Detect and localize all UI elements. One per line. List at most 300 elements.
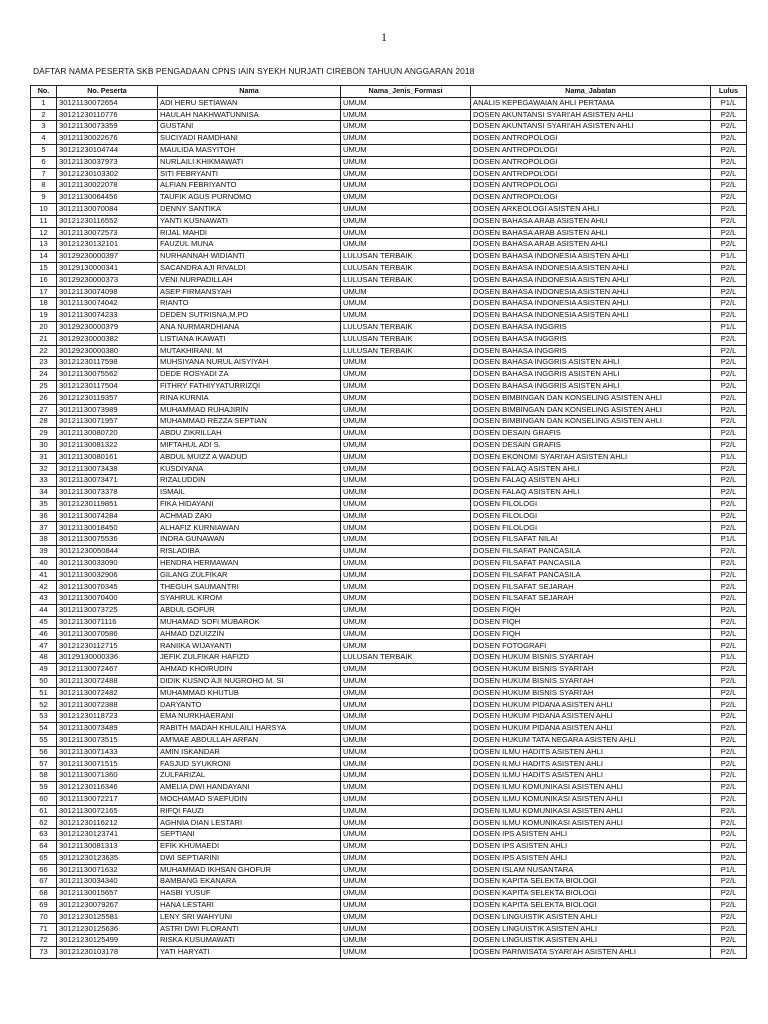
cell-jenis-formasi: LULUSAN TERBAIK — [341, 345, 471, 357]
cell-jabatan: DOSEN ANTROPOLOGI — [471, 180, 711, 192]
cell-lulus: P2/L — [711, 569, 747, 581]
cell-nama: RIFQI FAUZI — [158, 805, 341, 817]
cell-lulus: P2/L — [711, 546, 747, 558]
cell-lulus: P2/L — [711, 180, 747, 192]
cell-no-peserta: 30121230112715 — [57, 640, 158, 652]
cell-no-peserta: 30129230000373 — [57, 274, 158, 286]
cell-no-peserta: 30121130037973 — [57, 156, 158, 168]
table-row — [31, 841, 747, 853]
cell-nama: ISMAIL — [158, 487, 341, 499]
cell-no: 17 — [31, 286, 57, 298]
cell-nama: MIFTAHUL ADI S. — [158, 439, 341, 451]
table-row — [31, 286, 747, 298]
cell-nama: NURHANNAH WIDIANTI — [158, 251, 341, 263]
cell-jenis-formasi: UMUM — [341, 640, 471, 652]
cell-no-peserta: 30121130074284 — [57, 510, 158, 522]
cell-jenis-formasi: UMUM — [341, 203, 471, 215]
cell-nama: FAUZUL MUNA — [158, 239, 341, 251]
cell-no: 36 — [31, 510, 57, 522]
cell-lulus: P2/L — [711, 369, 747, 381]
cell-jenis-formasi: UMUM — [341, 557, 471, 569]
cell-lulus: P2/L — [711, 357, 747, 369]
table-row — [31, 439, 747, 451]
cell-jabatan: DOSEN KAPITA SELEKTA BIOLOGI — [471, 888, 711, 900]
cell-no-peserta: 30121230079267 — [57, 899, 158, 911]
table-row — [31, 121, 747, 133]
cell-lulus: P1/L — [711, 251, 747, 263]
cell-no-peserta: 30121130080720 — [57, 428, 158, 440]
cell-jenis-formasi: UMUM — [341, 439, 471, 451]
cell-jenis-formasi: UMUM — [341, 793, 471, 805]
cell-jabatan: DOSEN IPS ASISTEN AHLI — [471, 852, 711, 864]
cell-no: 47 — [31, 640, 57, 652]
cell-no-peserta: 30121130074042 — [57, 298, 158, 310]
cell-no-peserta: 30121130073725 — [57, 605, 158, 617]
cell-jabatan: DOSEN FILSAFAT PANCASILA — [471, 569, 711, 581]
cell-jabatan: DOSEN AKUNTANSI SYARI'AH ASISTEN AHLI — [471, 109, 711, 121]
cell-jabatan: DOSEN BAHASA INDONESIA ASISTEN AHLI — [471, 274, 711, 286]
cell-lulus: P2/L — [711, 156, 747, 168]
table-row — [31, 782, 747, 794]
cell-no: 24 — [31, 369, 57, 381]
cell-no: 58 — [31, 770, 57, 782]
table-row — [31, 227, 747, 239]
cell-nama: HAULAH NAKHWATUNNISA — [158, 109, 341, 121]
cell-nama: AHMAD KHOIRUDIN — [158, 664, 341, 676]
cell-no: 49 — [31, 664, 57, 676]
cell-lulus: P2/L — [711, 911, 747, 923]
cell-jenis-formasi: UMUM — [341, 534, 471, 546]
table-row — [31, 392, 747, 404]
table-row — [31, 935, 747, 947]
table-row — [31, 923, 747, 935]
cell-nama: MUHAMMAD IKHSAN GHOFUR — [158, 864, 341, 876]
cell-jenis-formasi: UMUM — [341, 310, 471, 322]
cell-no-peserta: 30129230000379 — [57, 321, 158, 333]
table-row — [31, 817, 747, 829]
cell-lulus: P2/L — [711, 734, 747, 746]
cell-no: 33 — [31, 475, 57, 487]
cell-jabatan: DOSEN BAHASA ARAB ASISTEN AHLI — [471, 215, 711, 227]
cell-no: 67 — [31, 876, 57, 888]
cell-jabatan: DOSEN FILOLOGI — [471, 522, 711, 534]
cell-jenis-formasi: UMUM — [341, 380, 471, 392]
cell-jabatan: DOSEN ILMU KOMUNIKASI ASISTEN AHLI — [471, 805, 711, 817]
cell-nama: MUHAMMAD REZZA SEPTIAN — [158, 416, 341, 428]
cell-jabatan: DOSEN FOTOGRAFI — [471, 640, 711, 652]
cell-nama: TAUFIK AGUS PURNOMO — [158, 192, 341, 204]
document-title: DAFTAR NAMA PESERTA SKB PENGADAAN CPNS IAIN SYEKH NURJATI CIREBON TAHUUN ANGGARAN 2018 — [33, 66, 475, 76]
cell-lulus: P2/L — [711, 699, 747, 711]
cell-no-peserta: 30121230103178 — [57, 947, 158, 959]
cell-lulus: P2/L — [711, 498, 747, 510]
table-row — [31, 770, 747, 782]
cell-no: 8 — [31, 180, 57, 192]
cell-no-peserta: 30121130034340 — [57, 876, 158, 888]
cell-nama: VENI NURPADILLAH — [158, 274, 341, 286]
cell-jenis-formasi: UMUM — [341, 699, 471, 711]
table-row — [31, 97, 747, 109]
cell-lulus: P2/L — [711, 770, 747, 782]
cell-no: 19 — [31, 310, 57, 322]
cell-no: 50 — [31, 675, 57, 687]
cell-no: 53 — [31, 711, 57, 723]
cell-no-peserta: 30121130070400 — [57, 593, 158, 605]
cell-jenis-formasi: UMUM — [341, 121, 471, 133]
cell-lulus: P2/L — [711, 805, 747, 817]
cell-no: 16 — [31, 274, 57, 286]
cell-no-peserta: 30121130073489 — [57, 723, 158, 735]
cell-no-peserta: 30121130072217 — [57, 793, 158, 805]
cell-jabatan: DOSEN ANTROPOLOGI — [471, 192, 711, 204]
cell-jabatan: DOSEN PARIWISATA SYARI'AH ASISTEN AHLI — [471, 947, 711, 959]
cell-no: 55 — [31, 734, 57, 746]
cell-nama: ASEP FIRMANSYAH — [158, 286, 341, 298]
cell-nama: YANTI KUSNAWATI — [158, 215, 341, 227]
cell-jabatan: DOSEN BAHASA ARAB ASISTEN AHLI — [471, 239, 711, 251]
cell-jabatan: DOSEN FIQH — [471, 605, 711, 617]
cell-no: 1 — [31, 97, 57, 109]
cell-nama: DEDE ROSYADI ZA — [158, 369, 341, 381]
table-row — [31, 734, 747, 746]
cell-nama: FASJUD SYUKRONI — [158, 758, 341, 770]
cell-jabatan: DOSEN FILSAFAT PANCASILA — [471, 557, 711, 569]
cell-lulus: P2/L — [711, 522, 747, 534]
cell-no: 28 — [31, 416, 57, 428]
table-row — [31, 180, 747, 192]
cell-no: 12 — [31, 227, 57, 239]
cell-no: 31 — [31, 451, 57, 463]
cell-no-peserta: 30121130072488 — [57, 675, 158, 687]
cell-no: 5 — [31, 144, 57, 156]
cell-no-peserta: 30121130075562 — [57, 369, 158, 381]
cell-no: 46 — [31, 628, 57, 640]
cell-jenis-formasi: UMUM — [341, 581, 471, 593]
cell-jenis-formasi: UMUM — [341, 876, 471, 888]
cell-jenis-formasi: LULUSAN TERBAIK — [341, 251, 471, 263]
cell-nama: RIZALUDDIN — [158, 475, 341, 487]
cell-nama: SUCIYADI RAMDHANI — [158, 133, 341, 145]
cell-jabatan: DOSEN HUKUM PIDANA ASISTEN AHLI — [471, 699, 711, 711]
cell-jabatan: DOSEN EKONOMI SYARI'AH ASISTEN AHLI — [471, 451, 711, 463]
cell-nama: DWI SEPTIARINI — [158, 852, 341, 864]
cell-jenis-formasi: LULUSAN TERBAIK — [341, 262, 471, 274]
table-row — [31, 911, 747, 923]
cell-jabatan: DOSEN BIMBINGAN DAN KONSELING ASISTEN AHLI — [471, 392, 711, 404]
cell-no: 51 — [31, 687, 57, 699]
cell-jabatan: DOSEN BAHASA INGGRIS ASISTEN AHLI — [471, 357, 711, 369]
cell-nama: MAULIDA MASYITOH — [158, 144, 341, 156]
cell-no-peserta: 30121130070586 — [57, 628, 158, 640]
cell-nama: ABDUL GOFUR — [158, 605, 341, 617]
cell-no: 26 — [31, 392, 57, 404]
cell-nama: AMIN ISKANDAR — [158, 746, 341, 758]
cell-lulus: P2/L — [711, 593, 747, 605]
cell-jenis-formasi: UMUM — [341, 758, 471, 770]
cell-no: 9 — [31, 192, 57, 204]
cell-no: 56 — [31, 746, 57, 758]
cell-no-peserta: 30121130081322 — [57, 439, 158, 451]
cell-jenis-formasi: UMUM — [341, 451, 471, 463]
table-header-row — [31, 86, 747, 98]
cell-lulus: P2/L — [711, 758, 747, 770]
cell-no-peserta: 30121130072467 — [57, 664, 158, 676]
cell-jenis-formasi: UMUM — [341, 168, 471, 180]
cell-jabatan: DOSEN FIQH — [471, 628, 711, 640]
page-number: 1 — [381, 30, 387, 44]
cell-nama: SYAHRUL KIROM — [158, 593, 341, 605]
cell-lulus: P2/L — [711, 888, 747, 900]
table-row — [31, 333, 747, 345]
cell-lulus: P2/L — [711, 239, 747, 251]
cell-jabatan: ANALIS KEPEGAWAIAN AHLI PERTAMA — [471, 97, 711, 109]
table-row — [31, 605, 747, 617]
cell-no-peserta: 30121130071515 — [57, 758, 158, 770]
cell-no: 71 — [31, 923, 57, 935]
table-row — [31, 357, 747, 369]
cell-no: 39 — [31, 546, 57, 558]
table-row — [31, 215, 747, 227]
cell-jenis-formasi: UMUM — [341, 829, 471, 841]
cell-no: 11 — [31, 215, 57, 227]
cell-nama: AGHNIA DIAN LESTARI — [158, 817, 341, 829]
cell-jabatan: DOSEN LINGUISTIK ASISTEN AHLI — [471, 935, 711, 947]
cell-lulus: P2/L — [711, 923, 747, 935]
cell-nama: JEFIK ZULFIKAR HAFIZD — [158, 652, 341, 664]
table-row — [31, 203, 747, 215]
cell-jabatan: DOSEN BAHASA INGGRIS ASISTEN AHLI — [471, 380, 711, 392]
cell-jabatan: DOSEN ANTROPOLOGI — [471, 133, 711, 145]
cell-no-peserta: 30121130074233 — [57, 310, 158, 322]
cell-jenis-formasi: UMUM — [341, 428, 471, 440]
cell-no: 21 — [31, 333, 57, 345]
cell-lulus: P2/L — [711, 274, 747, 286]
cell-lulus: P2/L — [711, 723, 747, 735]
cell-no: 27 — [31, 404, 57, 416]
table-row — [31, 380, 747, 392]
cell-jabatan: DOSEN BAHASA INDONESIA ASISTEN AHLI — [471, 310, 711, 322]
cell-no: 52 — [31, 699, 57, 711]
cell-no-peserta: 30121130074098 — [57, 286, 158, 298]
cell-no-peserta: 30121230123635 — [57, 852, 158, 864]
cell-no-peserta: 30121230050844 — [57, 546, 158, 558]
cell-no-peserta: 30121130073378 — [57, 487, 158, 499]
cell-no-peserta: 30121230125581 — [57, 911, 158, 923]
cell-lulus: P2/L — [711, 935, 747, 947]
table-row — [31, 711, 747, 723]
cell-no: 25 — [31, 380, 57, 392]
cell-jenis-formasi: UMUM — [341, 144, 471, 156]
cell-nama: MUHAMAD SOFI MUBAROK — [158, 616, 341, 628]
cell-jabatan: DOSEN BAHASA ARAB ASISTEN AHLI — [471, 227, 711, 239]
table-row — [31, 463, 747, 475]
cell-no: 7 — [31, 168, 57, 180]
cell-no-peserta: 30129230000397 — [57, 251, 158, 263]
cell-jabatan: DOSEN HUKUM PIDANA ASISTEN AHLI — [471, 711, 711, 723]
cell-jenis-formasi: UMUM — [341, 156, 471, 168]
cell-nama: LENY SRI WAHYUNI — [158, 911, 341, 923]
cell-no: 18 — [31, 298, 57, 310]
cell-jenis-formasi: UMUM — [341, 392, 471, 404]
cell-nama: BAMBANG EKANARA — [158, 876, 341, 888]
cell-no: 32 — [31, 463, 57, 475]
cell-no-peserta: 30121130033090 — [57, 557, 158, 569]
cell-jenis-formasi: UMUM — [341, 97, 471, 109]
cell-jabatan: DOSEN FIQH — [471, 616, 711, 628]
cell-jabatan: DOSEN FILOLOGI — [471, 510, 711, 522]
table-row — [31, 888, 747, 900]
cell-no-peserta: 30129230000380 — [57, 345, 158, 357]
cell-lulus: P2/L — [711, 899, 747, 911]
cell-no: 43 — [31, 593, 57, 605]
table-row — [31, 510, 747, 522]
table-row — [31, 616, 747, 628]
table-row — [31, 369, 747, 381]
header-no: No. — [31, 86, 57, 98]
cell-nama: AHMAD DZUIZZIN — [158, 628, 341, 640]
cell-lulus: P2/L — [711, 428, 747, 440]
table-row — [31, 133, 747, 145]
cell-no: 6 — [31, 156, 57, 168]
cell-jenis-formasi: UMUM — [341, 935, 471, 947]
table-row — [31, 498, 747, 510]
cell-lulus: P2/L — [711, 852, 747, 864]
cell-no: 65 — [31, 852, 57, 864]
cell-no-peserta: 30121230117504 — [57, 380, 158, 392]
cell-lulus: P1/L — [711, 451, 747, 463]
cell-no: 15 — [31, 262, 57, 274]
cell-jabatan: DOSEN KAPITA SELEKTA BIOLOGI — [471, 876, 711, 888]
cell-no-peserta: 30121130073438 — [57, 463, 158, 475]
cell-jabatan: DOSEN LINGUISTIK ASISTEN AHLI — [471, 911, 711, 923]
cell-no: 57 — [31, 758, 57, 770]
cell-no-peserta: 30121130071632 — [57, 864, 158, 876]
cell-nama: RABITH MADAH KHULAILI HARSYA — [158, 723, 341, 735]
header-lulus: Lulus — [711, 86, 747, 98]
cell-no-peserta: 30129130000336 — [57, 652, 158, 664]
table-row — [31, 805, 747, 817]
cell-no-peserta: 30121130072654 — [57, 97, 158, 109]
table-row — [31, 251, 747, 263]
cell-no-peserta: 30121130073471 — [57, 475, 158, 487]
cell-nama: SITI FEBRYANTI — [158, 168, 341, 180]
cell-no-peserta: 30121230119851 — [57, 498, 158, 510]
cell-jenis-formasi: UMUM — [341, 109, 471, 121]
table-row — [31, 168, 747, 180]
cell-jabatan: DOSEN KAPITA SELEKTA BIOLOGI — [471, 899, 711, 911]
cell-no: 66 — [31, 864, 57, 876]
cell-no-peserta: 30121130022676 — [57, 133, 158, 145]
cell-lulus: P2/L — [711, 487, 747, 499]
cell-jabatan: DOSEN FALAQ ASISTEN AHLI — [471, 487, 711, 499]
cell-no-peserta: 30121130081313 — [57, 841, 158, 853]
table-row — [31, 793, 747, 805]
table-row — [31, 593, 747, 605]
cell-lulus: P2/L — [711, 333, 747, 345]
cell-lulus: P2/L — [711, 392, 747, 404]
cell-no-peserta: 30121130075536 — [57, 534, 158, 546]
cell-jenis-formasi: UMUM — [341, 782, 471, 794]
cell-no-peserta: 30121130071116 — [57, 616, 158, 628]
cell-no: 60 — [31, 793, 57, 805]
cell-lulus: P1/L — [711, 97, 747, 109]
table-row — [31, 239, 747, 251]
table-row — [31, 829, 747, 841]
cell-no-peserta: 30121130070345 — [57, 581, 158, 593]
cell-jabatan: DOSEN HUKUM BISNIS SYARI'AH — [471, 652, 711, 664]
cell-no: 69 — [31, 899, 57, 911]
cell-jenis-formasi: UMUM — [341, 616, 471, 628]
cell-nama: RISKA KUSUMAWATI — [158, 935, 341, 947]
cell-nama: ALFIAN FEBRIYANTO — [158, 180, 341, 192]
table-body — [31, 97, 747, 958]
cell-jabatan: DOSEN HUKUM BISNIS SYARI'AH — [471, 664, 711, 676]
cell-nama: LISTIANA IKAWATI — [158, 333, 341, 345]
cell-nama: YATI HARYATI — [158, 947, 341, 959]
cell-jabatan: DOSEN BAHASA INDONESIA ASISTEN AHLI — [471, 298, 711, 310]
cell-jenis-formasi: UMUM — [341, 746, 471, 758]
cell-jabatan: DOSEN BAHASA INGGRIS — [471, 345, 711, 357]
cell-jabatan: DOSEN DESAIN GRAFIS — [471, 428, 711, 440]
cell-nama: ABDUL MUIZZ A WADUD — [158, 451, 341, 463]
cell-lulus: P2/L — [711, 168, 747, 180]
cell-no-peserta: 30121130073989 — [57, 404, 158, 416]
cell-no: 59 — [31, 782, 57, 794]
cell-no: 13 — [31, 239, 57, 251]
cell-lulus: P2/L — [711, 687, 747, 699]
cell-jabatan: DOSEN FILOLOGI — [471, 498, 711, 510]
cell-lulus: P2/L — [711, 841, 747, 853]
cell-no-peserta: 30121130080161 — [57, 451, 158, 463]
cell-no: 10 — [31, 203, 57, 215]
cell-lulus: P2/L — [711, 782, 747, 794]
cell-lulus: P2/L — [711, 605, 747, 617]
cell-jabatan: DOSEN BAHASA INDONESIA ASISTEN AHLI — [471, 251, 711, 263]
cell-jenis-formasi: UMUM — [341, 805, 471, 817]
cell-lulus: P2/L — [711, 298, 747, 310]
cell-no: 40 — [31, 557, 57, 569]
cell-jabatan: DOSEN FILSAFAT SEJARAH — [471, 593, 711, 605]
cell-jenis-formasi: UMUM — [341, 546, 471, 558]
cell-no: 45 — [31, 616, 57, 628]
cell-lulus: P2/L — [711, 640, 747, 652]
cell-jenis-formasi: UMUM — [341, 298, 471, 310]
cell-nama: DIDIK KUSNO AJI NUGROHO M. SI — [158, 675, 341, 687]
cell-jabatan: DOSEN BIMBINGAN DAN KONSELING ASISTEN AHLI — [471, 404, 711, 416]
table-row — [31, 628, 747, 640]
cell-nama: AMELIA DWI HANDAYANI — [158, 782, 341, 794]
cell-nama: SEPTIANI — [158, 829, 341, 841]
cell-nama: EMA NURKHAERANI — [158, 711, 341, 723]
cell-jabatan: DOSEN BAHASA INGGRIS ASISTEN AHLI — [471, 369, 711, 381]
cell-jabatan: DOSEN BAHASA INDONESIA ASISTEN AHLI — [471, 262, 711, 274]
table-row — [31, 864, 747, 876]
table-row — [31, 557, 747, 569]
cell-lulus: P2/L — [711, 616, 747, 628]
table-row — [31, 109, 747, 121]
cell-no: 44 — [31, 605, 57, 617]
cell-no: 54 — [31, 723, 57, 735]
table-row — [31, 274, 747, 286]
table-row — [31, 699, 747, 711]
cell-lulus: P2/L — [711, 109, 747, 121]
cell-nama: ABDU ZIKRILLAH — [158, 428, 341, 440]
cell-lulus: P2/L — [711, 262, 747, 274]
cell-no-peserta: 30121130018450 — [57, 522, 158, 534]
cell-jenis-formasi: UMUM — [341, 841, 471, 853]
cell-jenis-formasi: UMUM — [341, 852, 471, 864]
cell-no-peserta: 30121130022078 — [57, 180, 158, 192]
